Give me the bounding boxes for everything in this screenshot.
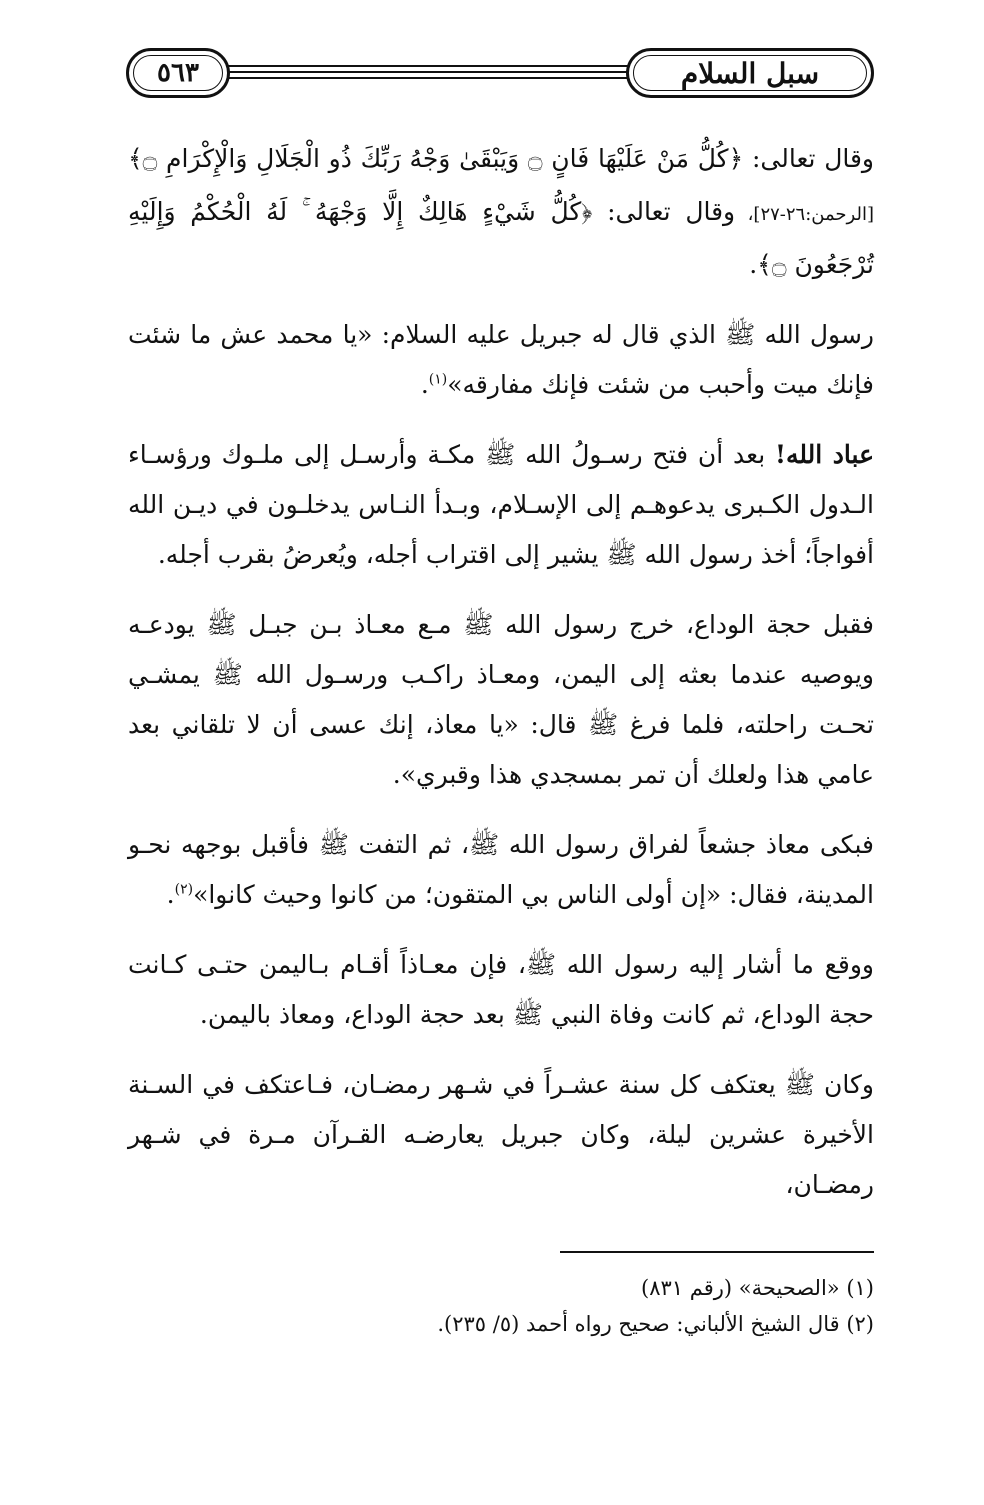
paragraph-text: وقال تعالى:: [592, 197, 736, 226]
footnote-separator: [560, 1251, 874, 1253]
paragraph-text: .: [166, 880, 175, 909]
quran-verse: ﴿كُلُّ مَنْ عَلَيْهَا فَانٍ ۝ وَيَبْقَىٰ وَجْهُ رَبِّكَ ذُو الْجَلَالِ وَالْإِكْرَامِ ۝﴾: [128, 144, 744, 173]
paragraph-text: وقال تعالى:: [743, 144, 874, 173]
paragraph-7: [128, 1060, 874, 1210]
header-rule: [200, 71, 644, 73]
paragraph-text: بعد أن فتح رسـولُ الله ﷺ مكـة وأرسـل إلى ملـوك ورؤسـاء الـدول الكـبرى يدعوهـم إلى الإسـلام، وبـدأ النـاس يدخلـون في ديـن الله أفواجاً؛ أخذ رسول الله ﷺ يشير إلى اقتراب أجله، ويُعرضُ بقرب أجله.: [128, 440, 874, 569]
paragraph-text: .: [420, 370, 429, 399]
paragraph-6: [128, 940, 874, 1040]
paragraph-text: فقبل حجة الوداع، خرج رسول الله ﷺ مـع معـاذ بـن جبـل ﷺ يودعـه ويوصيه عندما بعثه إلى اليمن، ومعـاذ راكـب ورسـول الله ﷺ يمشـي تحـت راحلته، فلما فرغ ﷺ قال: «يا معاذ، إنك عسى أن لا تلقاني بعد عامي هذا ولعلك أن تمر بمسجدي هذا وقبري».: [128, 610, 874, 789]
quran-verse: ﴿كُلُّ شَيْءٍ هَالِكٌ إِلَّا وَجْهَهُ ۚ لَهُ الْحُكْمُ وَإِلَيْهِ تُرْجَعُونَ ۝﴾.: [128, 197, 874, 279]
paragraph-lead: عباد الله!: [774, 440, 874, 469]
page-header: [126, 38, 874, 110]
paragraph-text: فبكى معاذ جشعاً لفراق رسول الله ﷺ، ثم التفت ﷺ فأقبل بوجهه نحـو المدينة، فقال: «إن أولى الناس بي المتقون؛ من كانوا وحيث كانوا»: [128, 830, 874, 909]
footnote: (٢) قال الشيخ الألباني: صحيح رواه أحمد (٥/ ٢٣٥).: [437, 1312, 874, 1336]
page-number-cartouche: [126, 48, 230, 98]
paragraph-text: ووقع ما أشار إليه رسول الله ﷺ، فإن معـاذاً أقـام بـاليمن حتـى كـانت حجة الوداع، ثم كانت وفاة النبي ﷺ بعد حجة الوداع، ومعاذ باليمن.: [128, 950, 874, 1029]
paragraph-5: [128, 820, 874, 920]
book-title-cartouche: [626, 48, 874, 98]
paragraph-text: رسول الله ﷺ الذي قال له جبريل عليه السلام: «يا محمد عش ما شئت فإنك ميت وأحبب من شئت فإنك مفارقه»: [128, 320, 874, 399]
paragraph-text: وكان ﷺ يعتكف كل سنة عشـراً في شـهر رمضـان، فـاعتكف في السـنة الأخيرة عشرين ليلة، وكان جبريل يعارضـه القـرآن مـرة في شـهر رمضـان،: [128, 1070, 874, 1199]
footnote-marker: (١): [428, 371, 448, 388]
paragraph-2: [128, 310, 874, 410]
footnote: (١) «الصحيحة» (رقم ٨٣١): [641, 1276, 874, 1300]
header-rule: [200, 77, 644, 79]
main-text: [128, 134, 874, 1230]
verse-reference: [الرحمن:٢٦-٢٧]،: [735, 204, 874, 225]
paragraph-4: [128, 600, 874, 800]
paragraph-3: [128, 430, 874, 580]
book-title: سبل السلام: [680, 56, 820, 90]
header-rule: [200, 65, 644, 67]
page-number: ٥٦٣: [157, 58, 199, 88]
paragraph-1: [128, 134, 874, 290]
footnote-marker: (٢): [174, 881, 194, 898]
footnotes: [128, 1270, 874, 1342]
